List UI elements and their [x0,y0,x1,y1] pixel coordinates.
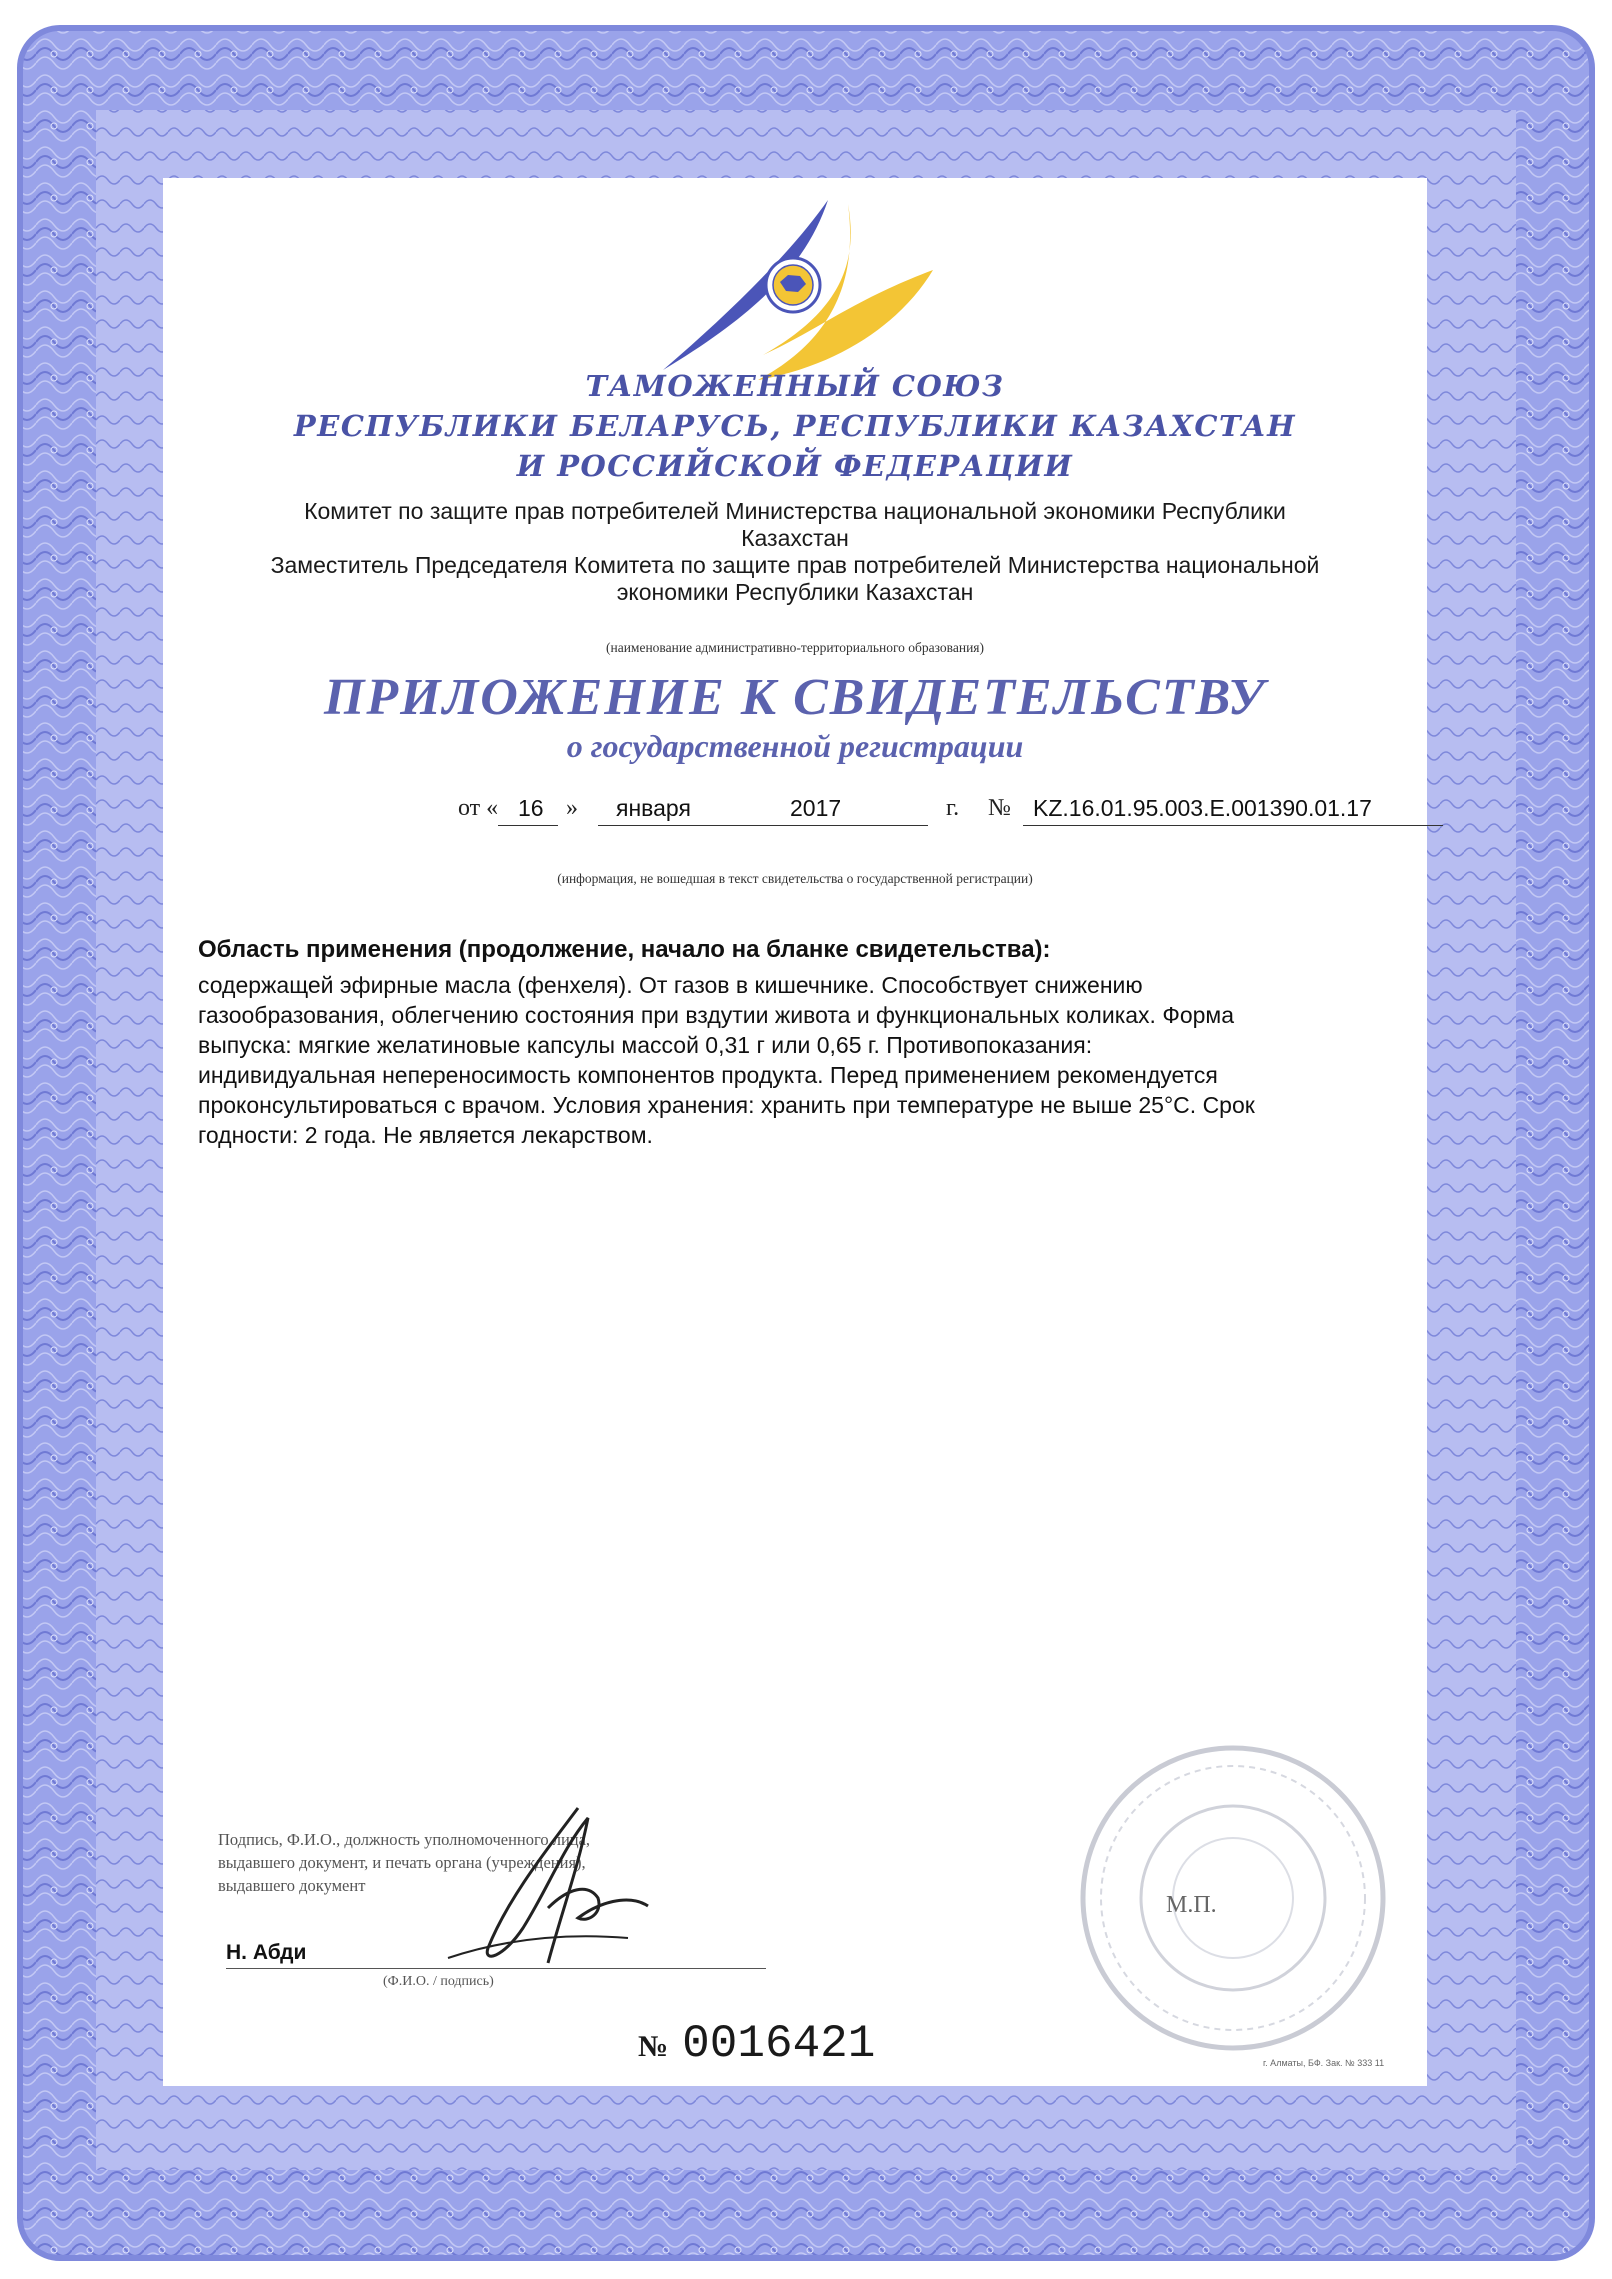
document-sheet [163,178,1427,2086]
authority-line-4: экономики Республики Казахстан [616,579,974,605]
date-day: 16 [518,795,544,821]
serial-sign: № [638,2030,669,2063]
signer-name: Н. Абди [226,1941,307,1964]
signature-caption-2: выдавшего документ, и печать органа (учреждения), [218,1853,586,1872]
date-sep: » [566,795,578,821]
stamp-label: М.П. [1166,1892,1217,1918]
union-line-3: И РОССИЙСКОЙ ФЕДЕРАЦИИ [516,449,1074,483]
signature-caption-3: выдавшего документ [218,1876,366,1895]
number-underline [1023,825,1443,826]
document-subtitle: о государственной регистрации [566,728,1024,764]
serial-value: 0016421 [682,2018,876,2070]
date-number-line [458,795,1458,829]
scope-line-6: годности: 2 года. Не является лекарством. [198,1122,653,1148]
document-title: ПРИЛОЖЕНИЕ К СВИДЕТЕЛЬСТВУ [323,669,1267,726]
info-note: (информация, не вошедшая в текст свидетельства о государственной регистрации) [557,871,1033,886]
registration-number: KZ.16.01.95.003.E.001390.01.17 [1033,795,1372,821]
scope-heading: Область применения (продолжение, начало на бланке свидетельства): [198,936,1051,963]
customs-union-header [163,366,1427,486]
scope-line-4: индивидуальная непереносимость компонентов продукта. Перед применением рекомендуется [198,1062,1218,1088]
scope-line-1: содержащей эфирные масла (фенхеля). От газов в кишечнике. Способствует снижению [198,972,1143,998]
signature-caption-1: Подпись, Ф.И.О., должность уполномоченного лица, [218,1830,591,1849]
number-sign: № [988,795,1011,821]
official-stamp-icon [1068,1733,1398,2063]
scope-line-3: выпуска: мягкие желатиновые капсулы массой 0,31 г или 0,65 г. Противопоказания: [198,1032,1093,1058]
printer-mark: г. Алматы, БФ. Зак. № 333 11 [1263,2058,1385,2068]
authority-line-3: Заместитель Председателя Комитета по защите прав потребителей Министерства национальной [270,552,1320,578]
day-underline [498,825,558,826]
authority-line-2: Казахстан [741,525,849,551]
signature-line-caption: (Ф.И.О. / подпись) [383,1974,494,1989]
form-serial-number [638,2018,875,2070]
eurasian-union-emblem-icon [643,190,943,390]
union-line-2: РЕСПУБЛИКИ БЕЛАРУСЬ, РЕСПУБЛИКИ КАЗАХСТАН [293,409,1297,443]
scope-line-5: проконсультироваться с врачом. Условия хранения: хранить при температуре не выше 25°С. Срок [198,1092,1255,1118]
scope-line-2: газообразования, облегчению состояния при вздутии живота и функциональных коликах. Форма [198,1002,1235,1028]
date-month: января [616,795,691,821]
month-underline [598,825,778,826]
scope-text [198,970,1408,1150]
year-underline [778,825,928,826]
admin-note: (наименование административно-территориального образования) [605,640,985,655]
handwritten-signature-icon [428,1788,768,1978]
date-prefix: от « [458,795,499,821]
issuing-authority [163,498,1427,606]
authority-line-1: Комитет по защите прав потребителей Министерства национальной экономики Республики [304,498,1286,524]
date-year: 2017 [790,795,842,821]
union-line-1: ТАМОЖЕННЫЙ СОЮЗ [585,369,1005,403]
year-suffix: г. [946,795,960,821]
